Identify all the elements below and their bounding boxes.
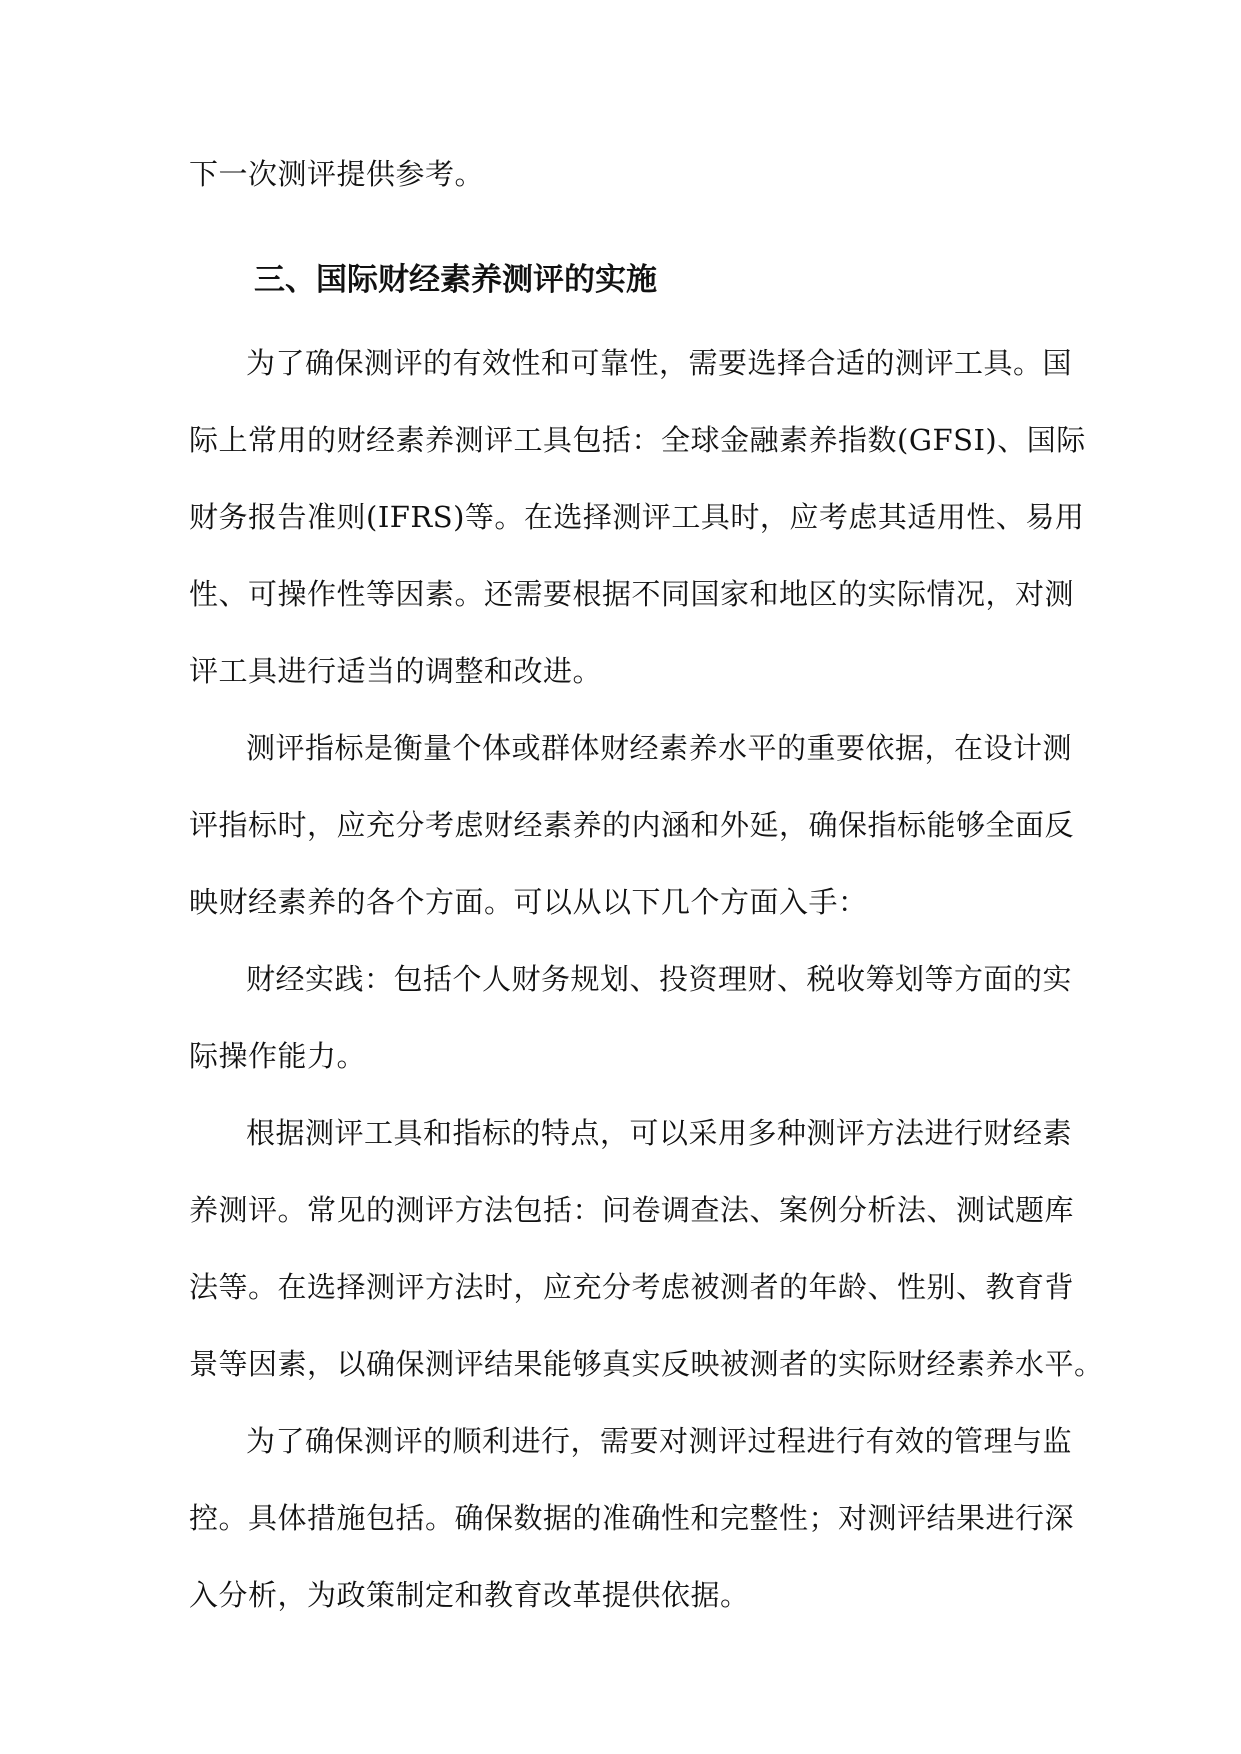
paragraph-line: 景等因素，以确保测评结果能够真实反映被测者的实际财经素养水平。	[189, 1347, 1104, 1381]
paragraph-line: 根据测评工具和指标的特点，可以采用多种测评方法进行财经素	[246, 1116, 1073, 1150]
paragraph-line: 为了确保测评的有效性和可靠性，需要选择合适的测评工具。国	[246, 346, 1073, 380]
paragraph-line: 性、可操作性等因素。还需要根据不同国家和地区的实际情况，对测	[189, 577, 1075, 611]
paragraph-line: 下一次测评提供参考。	[189, 157, 485, 191]
paragraph-line: 法等。在选择测评方法时，应充分考虑被测者的年龄、性别、教育背	[189, 1270, 1075, 1304]
paragraph-line: 测评指标是衡量个体或群体财经素养水平的重要依据，在设计测	[246, 731, 1073, 765]
paragraph-line: 财经实践：包括个人财务规划、投资理财、税收筹划等方面的实	[246, 962, 1073, 996]
paragraph-line: 评工具进行适当的调整和改进。	[189, 654, 603, 688]
paragraph-line: 入分析，为政策制定和教育改革提供依据。	[189, 1578, 750, 1612]
paragraph-line: 际上常用的财经素养测评工具包括：全球金融素养指数(GFSI)、国际	[189, 423, 1086, 457]
paragraph-line: 映财经素养的各个方面。可以从以下几个方面入手：	[189, 885, 868, 919]
paragraph-line: 控。具体措施包括。确保数据的准确性和完整性；对测评结果进行深	[189, 1501, 1075, 1535]
paragraph-line: 财务报告准则(IFRS)等。在选择测评工具时，应考虑其适用性、易用	[189, 500, 1085, 534]
paragraph-line: 为了确保测评的顺利进行，需要对测评过程进行有效的管理与监	[246, 1424, 1073, 1458]
paragraph-line: 评指标时，应充分考虑财经素养的内涵和外延，确保指标能够全面反	[189, 808, 1075, 842]
paragraph-line: 际操作能力。	[189, 1039, 367, 1073]
section-heading: 三、国际财经素养测评的实施	[254, 262, 657, 298]
paragraph-line: 养测评。常见的测评方法包括：问卷调查法、案例分析法、测试题库	[189, 1193, 1075, 1227]
